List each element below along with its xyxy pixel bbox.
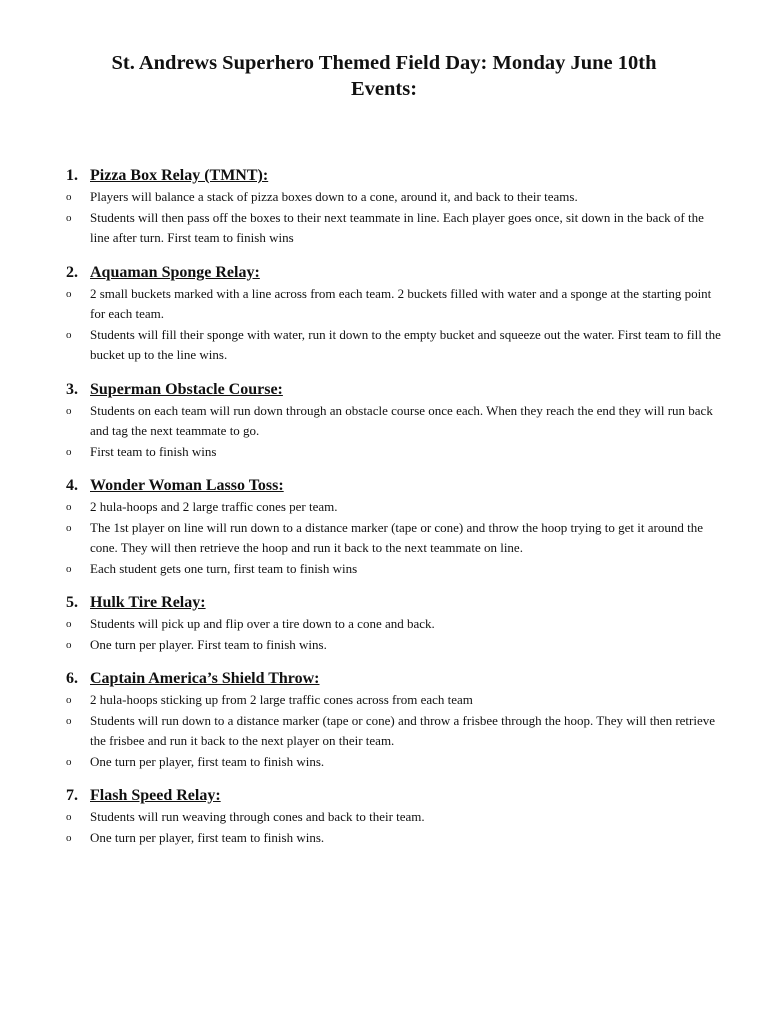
bullet-circle-icon: o (66, 755, 72, 768)
bullet-circle-icon: o (66, 521, 72, 534)
event-bullet-list (66, 690, 726, 772)
event-name: Captain America’s Shield Throw: (90, 670, 320, 687)
event-bullet (66, 518, 726, 559)
event-name: Aquaman Sponge Relay: (90, 263, 260, 281)
event-bullet (66, 497, 726, 518)
bullet-text: Players will balance a stack of pizza boxes down to a cone, around it, and back to their teams. (90, 189, 578, 204)
event-item (66, 669, 726, 772)
event-heading (66, 380, 726, 400)
event-heading (66, 166, 726, 186)
bullet-circle-icon: o (66, 445, 72, 458)
event-number: 1. (66, 167, 78, 184)
event-item (66, 786, 726, 848)
event-bullet-list (66, 497, 726, 579)
event-heading (66, 669, 726, 689)
bullet-text: Students will run down to a distance marker (tape or cone) and throw a frisbee through the hoop. They will then retrieve the frisbee and run it back to the next player on their team. (90, 712, 716, 748)
event-bullet (66, 284, 726, 325)
bullet-text: One turn per player, first team to finish wins. (90, 829, 325, 845)
bullet-circle-icon: o (66, 191, 72, 203)
event-number: 3. (66, 380, 78, 398)
event-name: Pizza Box Relay (TMNT): (90, 167, 269, 184)
bullet-circle-icon: o (66, 638, 72, 651)
event-bullet (66, 208, 726, 249)
event-item (66, 593, 726, 655)
bullet-text: 2 small buckets marked with a line across from each team. 2 buckets filled with water and a sponge at the starting point for each team. (90, 285, 712, 321)
bullet-text: 2 hula-hoops and 2 large traffic cones per team. (90, 499, 338, 514)
event-number: 4. (66, 477, 78, 494)
bullet-text: First team to finish wins (90, 443, 217, 459)
event-number: 5. (66, 594, 78, 611)
bullet-text: The 1st player on line will run down to a distance marker (tape or cone) and throw the hoop trying to get it around the cone. They will then retrieve the hoop and run it back to the next teammate on line. (90, 519, 703, 555)
bullet-circle-icon: o (66, 404, 72, 417)
event-number: 2. (66, 263, 78, 281)
bullet-circle-icon: o (66, 831, 72, 844)
bullet-circle-icon: o (66, 714, 72, 727)
bullet-circle-icon: o (66, 211, 72, 224)
event-item (66, 166, 726, 249)
events-list (66, 166, 726, 862)
event-bullet (66, 635, 726, 656)
event-item (66, 380, 726, 463)
event-bullet (66, 559, 726, 580)
event-bullet (66, 752, 726, 773)
event-bullet-list (66, 401, 726, 463)
event-name: Superman Obstacle Course: (90, 380, 283, 398)
event-heading (66, 263, 726, 283)
bullet-text: 2 hula-hoops sticking up from 2 large traffic cones across from each team (90, 692, 473, 707)
bullet-circle-icon: o (66, 287, 72, 300)
bullet-text: Students will then pass off the boxes to their next teammate in line. Each player goes once, sit down in the back of the line after turn. First team to finish wins (90, 209, 704, 245)
document-title (40, 50, 728, 102)
event-bullet (66, 690, 726, 711)
event-heading (66, 476, 726, 496)
event-name: Flash Speed Relay: (90, 787, 221, 804)
event-bullet (66, 187, 726, 208)
bullet-circle-icon: o (66, 694, 72, 706)
event-number: 6. (66, 670, 78, 687)
title-line-1: St. Andrews Superhero Themed Field Day: Monday June 10th (111, 52, 657, 74)
bullet-text: Students will run weaving through cones and back to their team. (90, 809, 425, 824)
event-item (66, 476, 726, 579)
event-bullet-list (66, 187, 726, 249)
bullet-text: Students will fill their sponge with water, run it down to the empty bucket and squeeze out the water. First team to fill the bucket up to the line wins. (90, 326, 721, 362)
event-bullet (66, 325, 726, 366)
bullet-text: One turn per player, first team to finish wins. (90, 753, 325, 769)
event-bullet (66, 711, 726, 752)
event-heading (66, 786, 726, 806)
event-number: 7. (66, 787, 78, 804)
event-name: Wonder Woman Lasso Toss: (90, 477, 284, 494)
event-heading (66, 593, 726, 613)
event-bullet-list (66, 807, 726, 848)
bullet-text: One turn per player. First team to finish wins. (90, 636, 327, 652)
bullet-text: Students on each team will run down through an obstacle course once each. When they reach the end they will run back and tag the next teammate to go. (90, 402, 713, 438)
event-bullet-list (66, 614, 726, 655)
event-item (66, 263, 726, 366)
title-line-2: Events: (350, 78, 418, 100)
event-bullet (66, 828, 726, 849)
bullet-text: Each student gets one turn, first team to finish wins (90, 560, 358, 576)
event-name: Hulk Tire Relay: (90, 594, 206, 611)
bullet-circle-icon: o (66, 811, 72, 823)
event-bullet (66, 807, 726, 828)
bullet-circle-icon: o (66, 501, 72, 513)
event-bullet (66, 614, 726, 635)
event-bullet (66, 442, 726, 463)
bullet-text: Students will pick up and flip over a tire down to a cone and back. (90, 616, 435, 631)
event-bullet-list (66, 284, 726, 366)
bullet-circle-icon: o (66, 328, 72, 341)
event-bullet (66, 401, 726, 442)
bullet-circle-icon: o (66, 562, 72, 575)
bullet-circle-icon: o (66, 618, 72, 630)
